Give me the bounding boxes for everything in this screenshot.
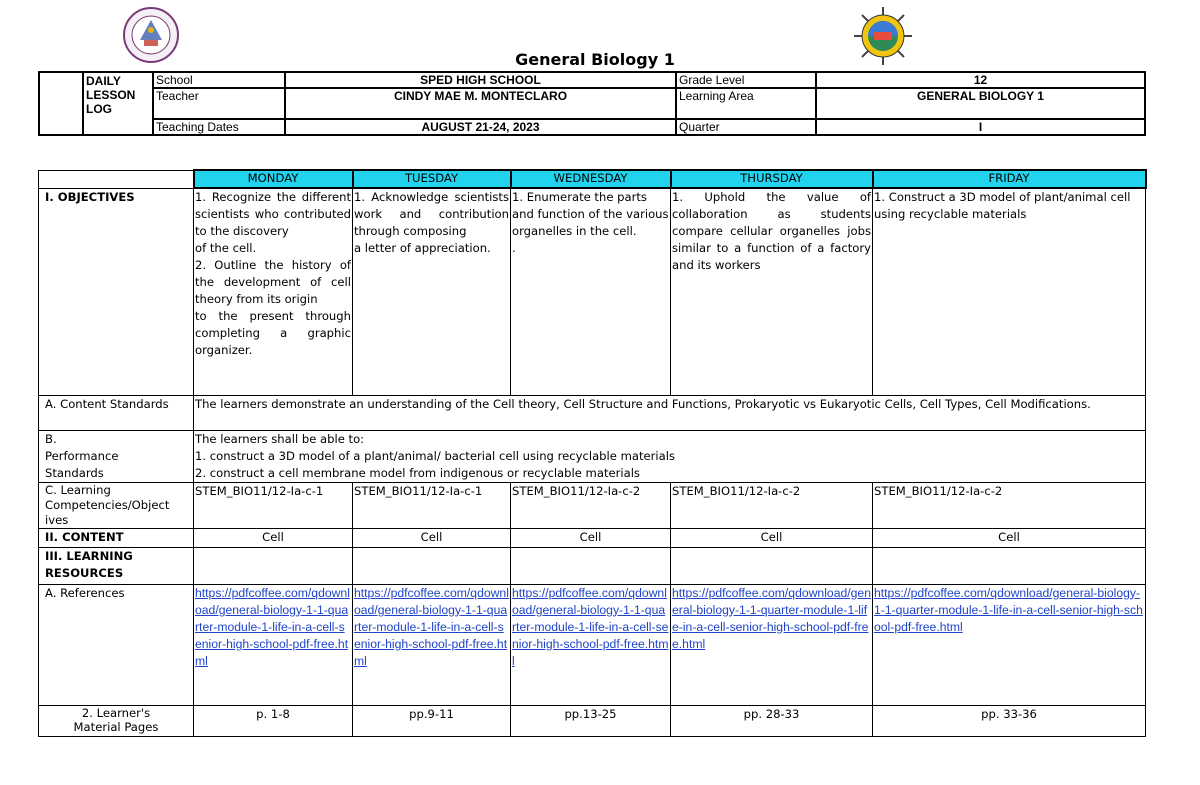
learning-area-label: Learning Area — [676, 88, 816, 119]
content-friday: Cell — [873, 528, 1146, 547]
material-pages-row — [39, 705, 1146, 736]
reference-link-friday[interactable]: https://pdfcoffee.com/qdownload/general-biology-1-1-quarter-module-1-life-in-a-cell-senior-high-school-pdf-free.html — [874, 585, 1143, 634]
pages-friday: pp. 33-36 — [873, 705, 1146, 736]
header-blank-cell — [39, 72, 83, 135]
teacher-value: CINDY MAE M. MONTECLARO — [285, 88, 676, 119]
day-header-friday: FRIDAY — [873, 170, 1146, 188]
objective-monday: 1. Recognize the different scientists who contributed to the discovery of the cell. 2. Outline the history of the development of cell theory from its origin to the present through completing a graphic organizer. — [194, 188, 353, 395]
pages-monday: p. 1-8 — [194, 705, 353, 736]
resources-tuesday — [353, 547, 511, 584]
competencies-label: C. Learning Competencies/Object ives — [39, 482, 194, 528]
references-label: A. References — [39, 584, 194, 705]
reference-link-monday[interactable]: https://pdfcoffee.com/qdownload/general-biology-1-1-quarter-module-1-life-in-a-cell-senior-high-school-pdf-free.html — [195, 585, 350, 668]
objectives-row — [39, 188, 1146, 395]
content-row — [39, 528, 1146, 547]
grade-level-value: 12 — [816, 72, 1145, 88]
learning-resources-row — [39, 547, 1146, 584]
competencies-row — [39, 482, 1146, 528]
school-label: School — [153, 72, 285, 88]
content-label: II. CONTENT — [39, 528, 194, 547]
references-row — [39, 584, 1146, 705]
objective-wednesday: 1. Enumerate the parts and function of the various organelles in the cell. . — [511, 188, 671, 395]
grade-level-label: Grade Level — [676, 72, 816, 88]
competency-monday: STEM_BIO11/12-Ia-c-1 — [194, 482, 353, 528]
objectives-label: I. OBJECTIVES — [39, 188, 194, 395]
content-tuesday: Cell — [353, 528, 511, 547]
teacher-label: Teacher — [153, 88, 285, 119]
header-info-table — [38, 71, 1146, 136]
day-header-monday: MONDAY — [194, 170, 353, 188]
content-wednesday: Cell — [511, 528, 671, 547]
performance-standards-row — [39, 430, 1146, 482]
content-standards-text: The learners demonstrate an understanding of the Cell theory, Cell Structure and Functions, Prokaryotic vs Eukaryotic Cells, Cell Types, Cell Modifications. — [194, 395, 1146, 430]
teaching-dates-value: AUGUST 21-24, 2023 — [285, 119, 676, 135]
competency-friday: STEM_BIO11/12-Ia-c-2 — [873, 482, 1146, 528]
resources-thursday — [671, 547, 873, 584]
competency-wednesday: STEM_BIO11/12-Ia-c-2 — [511, 482, 671, 528]
school-seal-logo — [852, 6, 914, 66]
days-header-row — [39, 170, 1146, 188]
reference-link-tuesday[interactable]: https://pdfcoffee.com/qdownload/general-biology-1-1-quarter-module-1-life-in-a-cell-senior-high-school-pdf-free.html — [354, 585, 509, 668]
competency-tuesday: STEM_BIO11/12-Ia-c-1 — [353, 482, 511, 528]
performance-standards-label: B. Performance Standards — [39, 430, 194, 482]
pages-wednesday: pp.13-25 — [511, 705, 671, 736]
document-title: General Biology 1 — [515, 50, 675, 69]
deped-seal-logo — [122, 6, 180, 64]
resources-monday — [194, 547, 353, 584]
reference-link-wednesday[interactable]: https://pdfcoffee.com/qdownload/general-biology-1-1-quarter-module-1-life-in-a-cell-senior-high-school-pdf-free.html — [512, 585, 669, 668]
learning-area-value: GENERAL BIOLOGY 1 — [816, 88, 1145, 119]
resources-friday — [873, 547, 1146, 584]
pages-thursday: pp. 28-33 — [671, 705, 873, 736]
quarter-value: I — [816, 119, 1145, 135]
pages-tuesday: pp.9-11 — [353, 705, 511, 736]
performance-standards-text: The learners shall be able to: 1. construct a 3D model of a plant/animal/ bacterial cell using recyclable materials 2. construct a cell membrane model from indigenous or recyclable materials — [194, 430, 1146, 482]
school-value: SPED HIGH SCHOOL — [285, 72, 676, 88]
day-header-thursday: THURSDAY — [671, 170, 873, 188]
lesson-plan-table — [38, 169, 1147, 737]
content-monday: Cell — [194, 528, 353, 547]
content-standards-row — [39, 395, 1146, 430]
content-standards-label: A. Content Standards — [39, 395, 194, 430]
corner-cell — [39, 170, 194, 188]
quarter-label: Quarter — [676, 119, 816, 135]
objective-friday: 1. Construct a 3D model of plant/animal cell using recyclable materials — [873, 188, 1146, 395]
learning-resources-label: III. LEARNING RESOURCES — [39, 547, 194, 584]
content-thursday: Cell — [671, 528, 873, 547]
objective-thursday: 1. Uphold the value of collaboration as students compare cellular organelles jobs similar to a function of a factory and its workers — [671, 188, 873, 395]
day-header-wednesday: WEDNESDAY — [511, 170, 671, 188]
teaching-dates-label: Teaching Dates — [153, 119, 285, 135]
competency-thursday: STEM_BIO11/12-Ia-c-2 — [671, 482, 873, 528]
day-header-tuesday: TUESDAY — [353, 170, 511, 188]
material-pages-label: 2. Learner's Material Pages — [39, 705, 194, 736]
daily-lesson-log-label: DAILY LESSON LOG — [83, 72, 153, 135]
objective-tuesday: 1. Acknowledge scientists work and contribution through composing a letter of appreciation. — [353, 188, 511, 395]
resources-wednesday — [511, 547, 671, 584]
reference-link-thursday[interactable]: https://pdfcoffee.com/qdownload/general-biology-1-1-quarter-module-1-life-in-a-cell-senior-high-school-pdf-free.html — [672, 585, 871, 651]
